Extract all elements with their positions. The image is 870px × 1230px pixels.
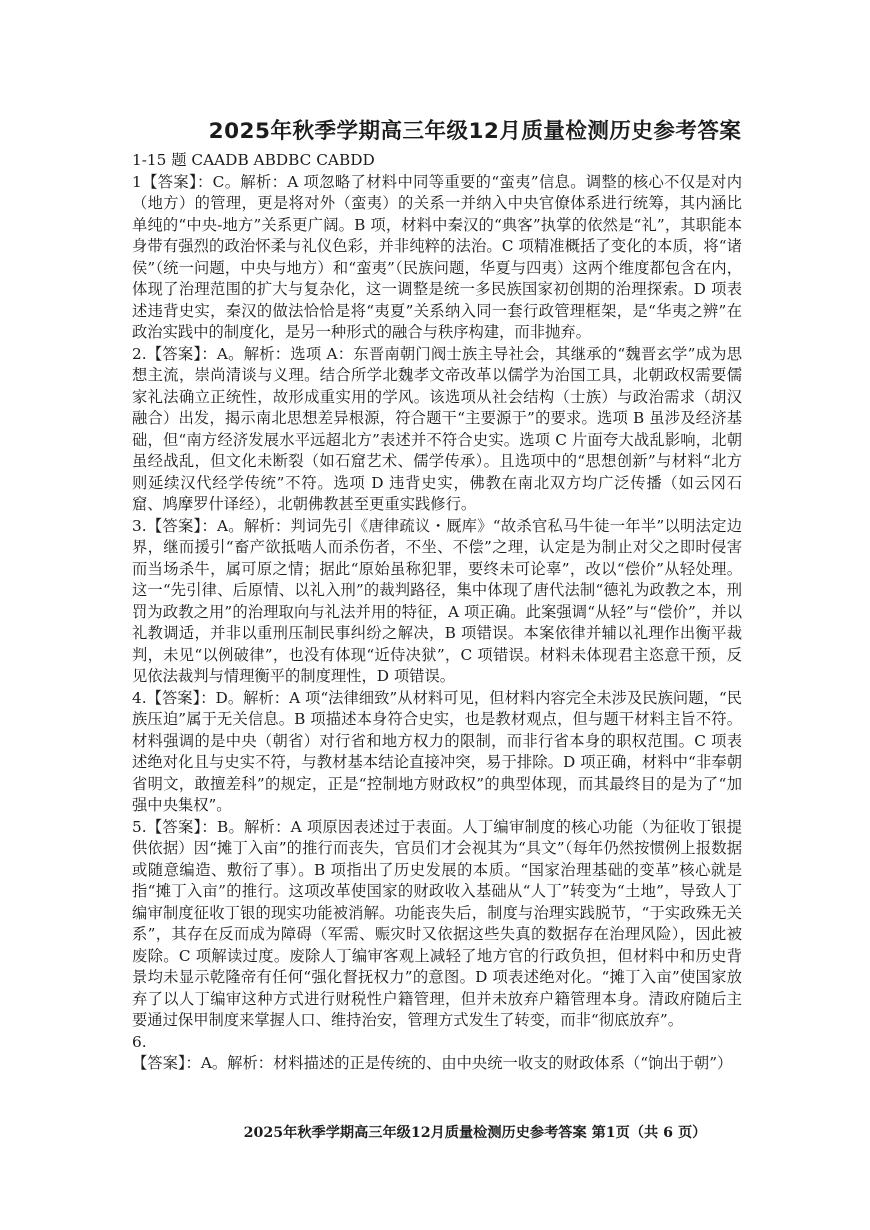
answer-body: [132, 150, 742, 1075]
answer-number: 2.: [132, 344, 147, 363]
answer-item: [132, 516, 742, 688]
answer-text: 【答案】：A。解析：材料描述的正是传统的、由中央统一收支的财政体系（“饷出于朝”）: [132, 1054, 733, 1072]
answer-number: 6.: [132, 1032, 147, 1051]
answer-item: [132, 688, 742, 817]
page-footer: 2025年秋季学期高三年级12月质量检测历史参考答案 第1页（共 6 页）: [243, 1125, 707, 1141]
answer-text: 【答案】：D。解析：A 项“法律细致”从材料可见，但材料内容完全未涉及民族问题，“民族压迫”属于无关信息。B 项描述本身符合史实，也是教材观点，但与题干材料主旨不符。材料强调的是中央（朝省）对行省和地方权力的限制，而非行省本身的职权范围。C 项表述绝对化且与史实不符，与教材基本结论直接冲突，易于排除。D 项正确，材料中“非奉朝省明文，敢擅差科”的规定，正是“控制地方财政权”的典型体现，而其最终目的是为了“加强中央集权”。: [132, 688, 742, 814]
answer-text: 【答案】：B。解析：A 项原因表述过于表面。人丁编审制度的核心功能（为征收丁银提供依据）因“摊丁入亩”的推行而丧失，官员们才会视其为“具文”（每年仍然按惯例上报数据或随意编造、敷衍了事）。B 项指出了历史发展的本质。“国家治理基础的变革”核心就是指“摊丁入亩”的推行。这项改革使国家的财政收入基础从“人丁”转变为“土地”，导致人丁编审制度征收丁银的现实功能被消解。功能丧失后，制度与治理实践脱节，“于实政殊无关系”，其存在反而成为障碍（军需、赈灾时又依据这些失真的数据存在治理风险），因此被废除。C 项解读过度。废除人丁编审客观上减轻了地方官的行政负担，但材料中和历史背景均未显示乾隆帝有任何“强化督抚权力”的意图。D 项表述绝对化。“摊丁入亩”使国家放弃了以人丁编审这种方式进行财税性户籍管理，但并未放弃户籍管理本身。清政府随后主要通过保甲制度来掌握人口、维持治安，管理方式发生了转变，而非“彻底放弃”。: [132, 817, 742, 1029]
answer-summary: 1-15 题 CAADB ABDBC CABDD: [132, 151, 375, 169]
answer-item: [132, 172, 742, 344]
answer-text: 【答案】：C。解析：A 项忽略了材料中同等重要的“蛮夷”信息。调整的核心不仅是对内（地方）的管理，更是将对外（蛮夷）的关系一并纳入中央官僚体系进行统筹，其内涵比单纯的“中央-地方”关系更广阔。B 项，材料中秦汉的“典客”执掌的依然是“礼”，其职能本身带有强烈的政治怀柔与礼仪色彩，并非纯粹的法治。C 项精准概括了变化的本质，将“诸侯”（统一问题，中央与地方）和“蛮夷”（民族问题，华夏与四夷）这两个维度都包含在内，体现了治理范围的扩大与复杂化，这一调整是统一多民族国家初创期的治理探索。D 项表述违背史实，秦汉的做法恰恰是将“夷夏”关系纳入同一套行政管理框架，是“华夷之辨”在政治实践中的制度化，是另一种形式的融合与秩序构建，而非抛弃。: [132, 172, 742, 341]
answer-item: [132, 344, 742, 516]
answer-number: 4.: [132, 688, 147, 707]
answer-number: 1: [132, 172, 142, 191]
answer-item: [132, 817, 742, 1032]
answer-item: [132, 1032, 742, 1075]
page-title: 2025年秋季学期高三年级12月质量检测历史参考答案: [208, 119, 742, 144]
answer-text: 【答案】：A。解析：选项 A：东晋南朝门阀士族主导社会，其继承的“魏晋玄学”成为思想主流，崇尚清谈与义理。结合所学北魏孝文帝改革以儒学为治国工具，北朝政权需要儒家礼法确立正统性，故形成重实用的学风。该选项从社会结构（士族）与政治需求（胡汉融合）出发，揭示南北思想差异根源，符合题干“主要源于”的要求。选项 B 虽涉及经济基础，但“南方经济发展水平远超北方”表述并不符合史实。选项 C 片面夸大战乱影响，北朝虽经战乱，但文化未断裂（如石窟艺术、儒学传承）。且选项中的“思想创新”与材料“北方则延续汉代经学传统”不符。选项 D 违背史实，佛教在南北双方均广泛传播（如云冈石窟、鸠摩罗什译经），北朝佛教甚至更重实践修行。: [132, 344, 742, 513]
answer-number: 3.: [132, 516, 147, 535]
answer-text: 【答案】：A。解析：判词先引《唐律疏议・厩库》“故杀官私马牛徒一年半”以明法定边界，继而援引“畜产欲抵啮人而杀伤者，不坐、不偿”之理，认定是为制止对父之即时侵害而当场杀牛，属可原之情；据此“原始虽称犯罪，要终未可论辜”，改以“偿价”从轻处理。这一“先引律、后原情、以礼入刑”的裁判路径，集中体现了唐代法制“德礼为政教之本，刑罚为政教之用”的治理取向与礼法并用的特征，A 项正确。此案强调“从轻”与“偿价”，并以礼教调适，并非以重刑压制民事纠纷之解决，B 项错误。本案依律并辅以礼理作出衡平裁判，未见“以例破律”，也没有体现“近侍决狱”，C 项错误。材料未体现君主恣意干预，反见依法裁判与情理衡平的制度理性，D 项错误。: [132, 516, 742, 685]
answer-number: 5.: [132, 817, 147, 836]
